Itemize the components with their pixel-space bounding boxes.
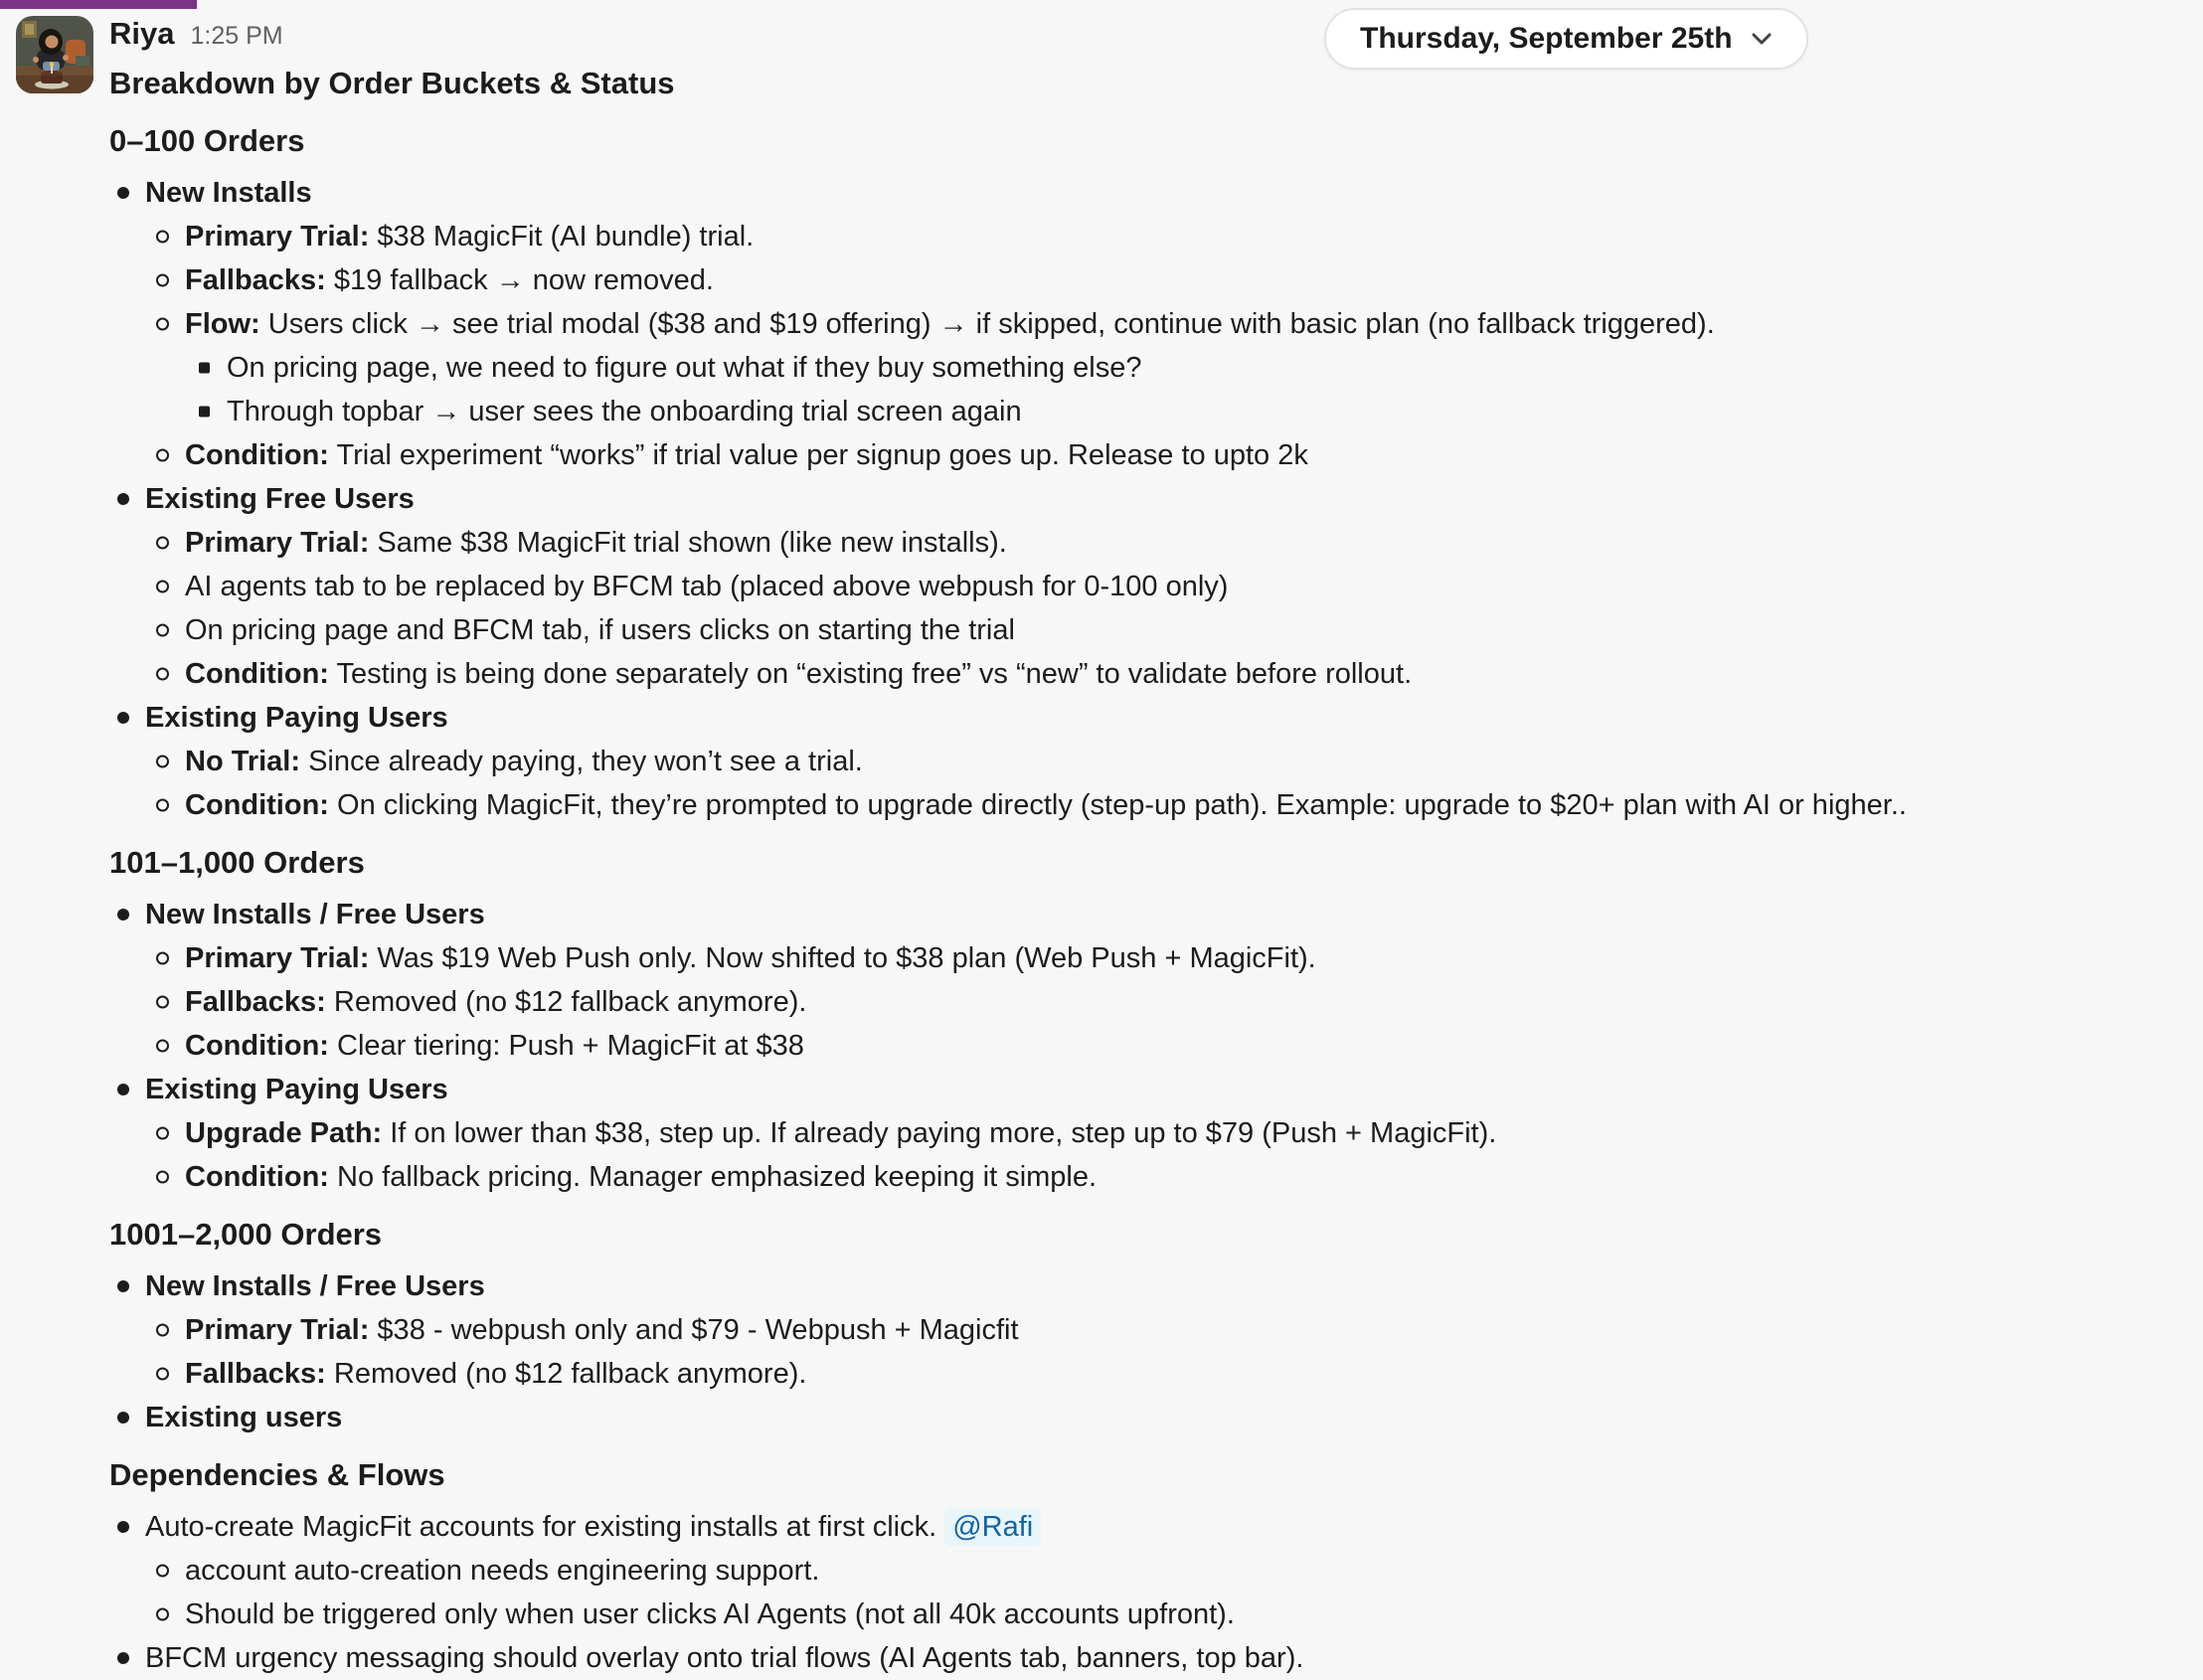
list-item-text: account auto-creation needs engineering support.: [185, 1555, 820, 1587]
bullet-icon: [156, 318, 169, 331]
list-item: [109, 1308, 2173, 1352]
list-item: [109, 980, 2173, 1024]
section-heading: 1001–2,000 Orders: [109, 1217, 383, 1252]
bullet-icon: [156, 668, 169, 681]
bullet-icon: [199, 363, 210, 374]
chevron-down-icon: [1751, 32, 1773, 46]
section-heading: 0–100 Orders: [109, 123, 305, 158]
list-item-text: Should be triggered only when user clicks AI Agents (not all 40k accounts upfront).: [185, 1598, 1235, 1630]
list-item: [109, 1636, 2173, 1680]
list-item: [109, 1396, 2173, 1439]
bullet-icon: [156, 449, 169, 462]
list-item: [109, 608, 2173, 652]
bullet-icon: [156, 1324, 169, 1337]
bullet-icon: [117, 1280, 129, 1292]
list-item-text: Fallbacks: Removed (no $12 fallback anymore).: [185, 986, 807, 1018]
list-item-text: No Trial: Since already paying, they won’t see a trial.: [185, 746, 863, 777]
list-item-text: Existing Paying Users: [145, 702, 448, 734]
bullet-icon: [117, 1521, 129, 1533]
bullet-icon: [156, 952, 169, 965]
list-item: [109, 1593, 2173, 1636]
list-item-text: Flow: Users click → see trial modal ($38 and $19 offering) → if skipped, continue with basic plan (no fallback triggered).: [185, 308, 1715, 340]
bullet-icon: [117, 493, 129, 505]
list-item: [109, 433, 2173, 477]
bullet-icon: [156, 1171, 169, 1184]
list-item: [109, 1111, 2173, 1155]
bullet-icon: [117, 1412, 129, 1424]
list-item-text: Primary Trial: Was $19 Web Push only. Now shifted to $38 plan (Web Push + MagicFit).: [185, 942, 1316, 974]
list-item-text: New Installs / Free Users: [145, 899, 485, 930]
list-item: [109, 696, 2173, 740]
list-item-text: Condition: No fallback pricing. Manager emphasized keeping it simple.: [185, 1161, 1098, 1193]
date-pill-label: Thursday, September 25th: [1360, 22, 1733, 55]
message-header: [109, 12, 2173, 62]
list-item: [109, 565, 2173, 608]
date-pill[interactable]: [1324, 8, 1808, 70]
bullet-icon: [156, 537, 169, 550]
list-item-text: Auto-create MagicFit accounts for existing installs at first click. @Rafi: [145, 1508, 1041, 1546]
accent-bar: [0, 0, 197, 9]
user-mention[interactable]: @Rafi: [944, 1508, 1041, 1546]
bullet-icon: [117, 1652, 129, 1664]
list-item: [109, 740, 2173, 783]
list-item-text: Fallbacks: Removed (no $12 fallback anymore).: [185, 1358, 807, 1390]
list-item-text: Upgrade Path: If on lower than $38, step up. If already paying more, step up to $79 (Push + MagicFit).: [185, 1117, 1497, 1149]
list-item-text: Existing Paying Users: [145, 1074, 448, 1105]
bullet-icon: [156, 231, 169, 244]
message-section: [109, 1453, 2173, 1680]
list-item: [109, 936, 2173, 980]
list-item-text: Condition: Clear tiering: Push + MagicFit at $38: [185, 1030, 804, 1062]
list-item-text: Primary Trial: Same $38 MagicFit trial shown (like new installs).: [185, 527, 1007, 559]
bullet-icon: [117, 1084, 129, 1095]
bullet-icon: [117, 187, 129, 199]
list-item: [109, 783, 2173, 827]
bullet-icon: [156, 1368, 169, 1381]
list-item: [109, 1068, 2173, 1111]
list-item-text: On pricing page and BFCM tab, if users clicks on starting the trial: [185, 614, 1015, 646]
section-heading: Dependencies & Flows: [109, 1457, 445, 1492]
list-item-text: Condition: Testing is being done separately on “existing free” vs “new” to validate before rollout.: [185, 658, 1413, 690]
list-item: [109, 215, 2173, 258]
list-item-text: Through topbar → user sees the onboarding trial screen again: [227, 396, 1022, 427]
message-title: Breakdown by Order Buckets & Status: [109, 66, 675, 100]
list-item: [109, 302, 2173, 346]
list-item-text: Fallbacks: $19 fallback → now removed.: [185, 264, 714, 296]
list-item-text: Condition: On clicking MagicFit, they’re prompted to upgrade directly (step-up path). Example: upgrade to $20+ plan with AI or higher..: [185, 789, 1907, 821]
bullet-icon: [117, 712, 129, 724]
username[interactable]: Riya: [109, 16, 175, 51]
bullet-icon: [156, 756, 169, 768]
message-section: [109, 841, 2173, 1199]
list-item: [109, 346, 2173, 390]
bullet-icon: [156, 1565, 169, 1578]
bullet-icon: [156, 581, 169, 593]
bullet-icon: [156, 996, 169, 1009]
list-item-text: Condition: Trial experiment “works” if trial value per signup goes up. Release to upto 2k: [185, 439, 1308, 471]
list-item-text: Primary Trial: $38 - webpush only and $79 - Webpush + Magicfit: [185, 1314, 1019, 1346]
bullet-icon: [156, 1040, 169, 1053]
avatar[interactable]: [16, 16, 93, 93]
list-item: [109, 1264, 2173, 1308]
bullet-icon: [156, 1127, 169, 1140]
list-item: [109, 1024, 2173, 1068]
bullet-icon: [156, 799, 169, 812]
list-item-text: New Installs: [145, 177, 312, 209]
list-item: [109, 1155, 2173, 1199]
list-item-text: Primary Trial: $38 MagicFit (AI bundle) trial.: [185, 221, 755, 252]
list-item-text: BFCM urgency messaging should overlay onto trial flows (AI Agents tab, banners, top bar).: [145, 1642, 1304, 1674]
bullet-icon: [156, 624, 169, 637]
bullet-icon: [156, 274, 169, 287]
list-item: [109, 893, 2173, 936]
message-sections: [109, 119, 2173, 1680]
list-item-text: New Installs / Free Users: [145, 1270, 485, 1302]
list-item: [109, 1505, 2173, 1549]
list-item: [109, 390, 2173, 433]
bullet-icon: [117, 909, 129, 921]
message-section: [109, 119, 2173, 827]
list-item: [109, 652, 2173, 696]
list-item: [109, 1549, 2173, 1593]
list-item-text: Existing users: [145, 1402, 343, 1433]
list-item: [109, 521, 2173, 565]
timestamp[interactable]: 1:25 PM: [190, 22, 283, 50]
list-item: [109, 171, 2173, 215]
bullet-icon: [156, 1608, 169, 1621]
list-item-text: On pricing page, we need to figure out what if they buy something else?: [227, 352, 1142, 384]
list-item-text: AI agents tab to be replaced by BFCM tab (placed above webpush for 0-100 only): [185, 571, 1229, 602]
message-section: [109, 1213, 2173, 1439]
list-item: [109, 477, 2173, 521]
bullet-icon: [199, 407, 210, 418]
list-item-text: Existing Free Users: [145, 483, 415, 515]
section-heading: 101–1,000 Orders: [109, 845, 365, 880]
list-item: [109, 258, 2173, 302]
avatar-illustration: [16, 16, 93, 93]
list-item: [109, 1352, 2173, 1396]
